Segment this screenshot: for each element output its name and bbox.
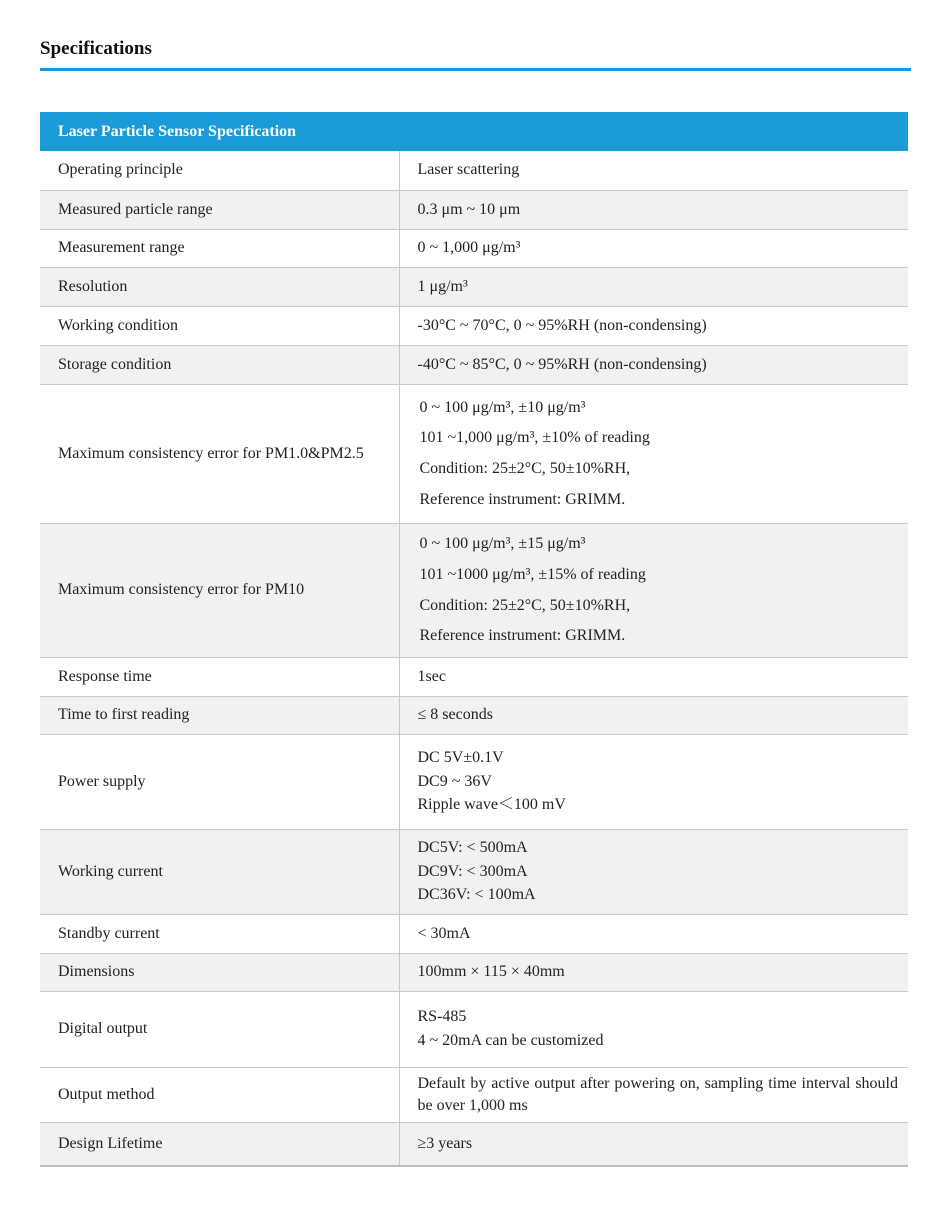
table-row-storage-condition [40,345,908,384]
value-line: 0 ~ 100 μg/m³, ±10 μg/m³ [419,398,586,416]
table-row-pm10-error [40,523,908,657]
row-value [399,734,908,829]
row-label: Standby current [40,914,399,953]
table-row-working-condition [40,306,908,345]
row-value: 0 ~ 1,000 μg/m³ [399,229,908,267]
value-line: DC9 ~ 36V [417,772,492,790]
table-title: Laser Particle Sensor Specification [40,112,908,151]
row-value [399,384,908,523]
value-line: DC36V: < 100mA [417,886,536,904]
value-line: DC 5V±0.1V [417,749,504,767]
table-row-dimensions [40,953,908,991]
row-label: Power supply [40,734,399,829]
value-line: Ripple wave＜100 mV [417,796,566,814]
table-row-working-current [40,829,908,914]
row-value [399,991,908,1067]
heading-divider [40,68,911,71]
table-row-output-method [40,1067,908,1122]
table-row-standby-current [40,914,908,953]
value-line: DC5V: < 500mA [417,839,528,857]
row-label: Maximum consistency error for PM10 [40,523,399,657]
table-row-particle-range [40,190,908,229]
row-value: ≥3 years [399,1122,908,1166]
spec-table [40,112,908,1167]
row-value: < 30mA [399,914,908,953]
row-value: 1sec [399,657,908,696]
value-line: 101 ~1000 μg/m³, ±15% of reading [419,565,646,583]
value-line: Reference instrument: GRIMM. [419,627,626,645]
row-value: 100mm × 115 × 40mm [399,953,908,991]
row-label: Working current [40,829,399,914]
table-row-resolution [40,267,908,306]
table-row-response-time [40,657,908,696]
table-row-design-lifetime [40,1122,908,1166]
value-line: 4 ~ 20mA can be customized [417,1032,604,1049]
table-header-row [40,112,908,151]
table-row-measurement-range [40,229,908,267]
row-label: Working condition [40,306,399,345]
page-title: Specifications [40,38,152,59]
row-value: Laser scattering [399,151,908,190]
table-row-operating-principle [40,151,908,190]
value-line: DC9V: < 300mA [417,862,528,880]
table-row-first-reading [40,696,908,734]
row-value [399,829,908,914]
row-label: Maximum consistency error for PM1.0&PM2.5 [40,384,399,523]
row-label: Resolution [40,267,399,306]
row-label: Dimensions [40,953,399,991]
value-line: Condition: 25±2°C, 50±10%RH, [419,596,631,614]
value-line: RS-485 [417,1008,467,1026]
row-label: Digital output [40,991,399,1067]
row-label: Response time [40,657,399,696]
row-label: Design Lifetime [40,1122,399,1166]
value-line: 101 ~1,000 μg/m³, ±10% of reading [419,429,650,447]
row-label: Measurement range [40,229,399,267]
table-row-power-supply [40,734,908,829]
row-value: 1 μg/m³ [399,267,908,306]
value-line: Condition: 25±2°C, 50±10%RH, [419,460,631,477]
value-line: Reference instrument: GRIMM. [419,490,626,508]
row-value: 0.3 μm ~ 10 μm [399,190,908,229]
row-value: -40°C ~ 85°C, 0 ~ 95%RH (non-condensing) [399,345,908,384]
table-row-pm25-error [40,384,908,523]
row-value [399,523,908,657]
row-label: Operating principle [40,151,399,190]
row-label: Storage condition [40,345,399,384]
row-value: -30°C ~ 70°C, 0 ~ 95%RH (non-condensing) [399,306,908,345]
table-row-digital-output [40,991,908,1067]
row-label: Time to first reading [40,696,399,734]
row-label: Output method [40,1067,399,1122]
row-value: ≤ 8 seconds [399,696,908,734]
row-label: Measured particle range [40,190,399,229]
row-value: Default by active output after powering on, sampling time interval should be over 1,000 ms [399,1067,908,1122]
value-line: 0 ~ 100 μg/m³, ±15 μg/m³ [419,535,586,553]
